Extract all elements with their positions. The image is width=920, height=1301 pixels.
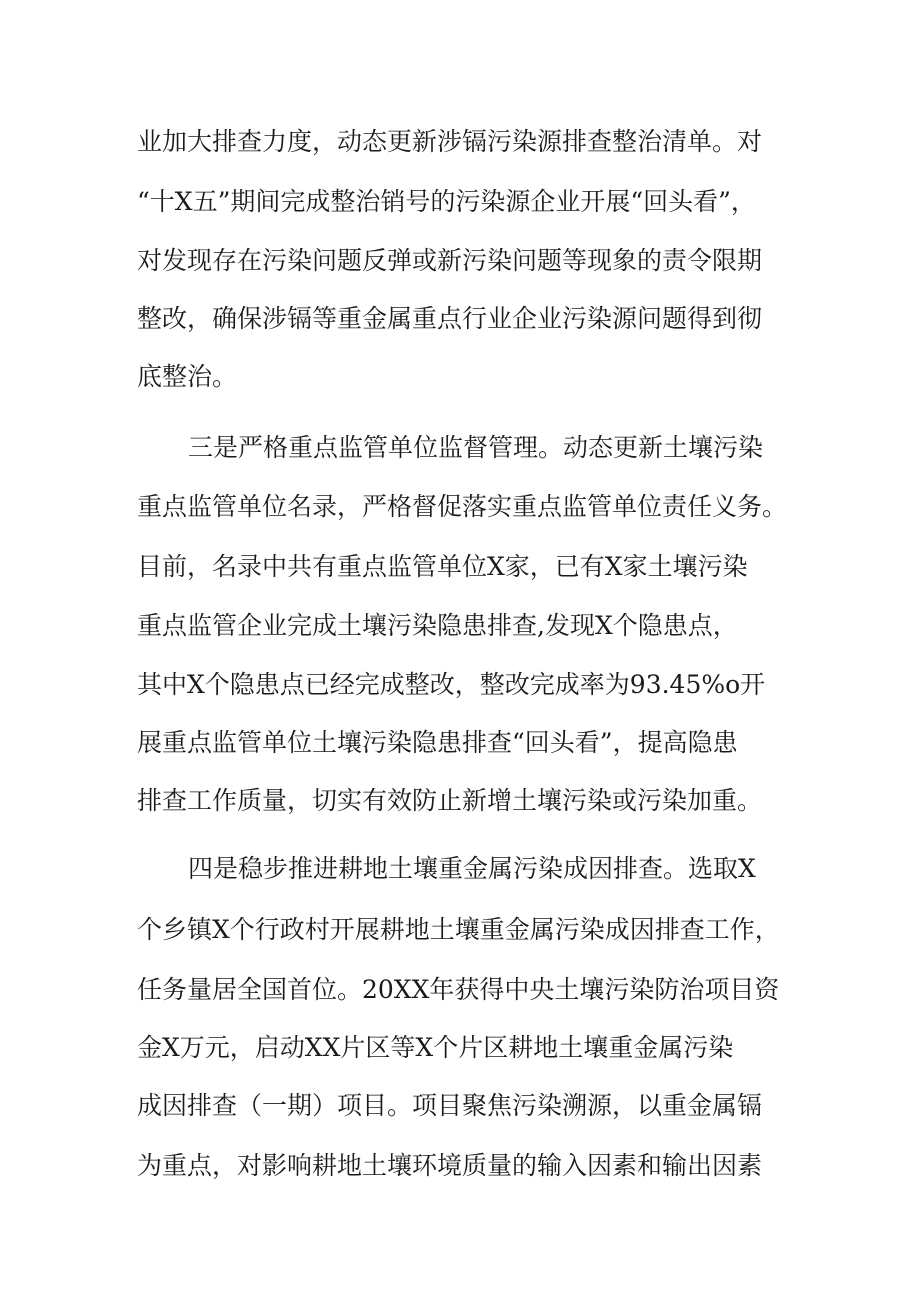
paragraph-heading-line: 四是稳步推进耕地土壤重金属污染成因排查。选取X	[188, 854, 756, 883]
text-line: 业加大排查力度，动态更新涉镉污染源排查整治清单。对	[137, 127, 763, 156]
paragraph-heading-line: 三是严格重点监管单位监督管理。动态更新土壤污染	[188, 433, 764, 462]
text-line: 整改，确保涉镉等重金属重点行业企业污染源问题得到彻	[137, 304, 763, 333]
text-line: 为重点，对影响耕地土壤环境质量的输入因素和输出因素	[137, 1151, 763, 1180]
text-line: 重点监管单位名录，严格督促落实重点监管单位责任义务。	[137, 492, 788, 521]
text-line: 底整治。	[137, 362, 238, 391]
text-line: 重点监管企业完成土壤污染隐患排查,发现X个隐患点，	[137, 611, 738, 640]
text-line: 展重点监管单位土壤污染隐患排查“回头看”，提高隐患	[137, 728, 738, 757]
text-line: 个乡镇X个行政村开展耕地土壤重金属污染成因排查工作，	[137, 915, 780, 944]
text-line: 任务量居全国首位。20XX年获得中央土壤污染防治项目资	[137, 975, 780, 1004]
text-line: “十X五”期间完成整治销号的污染源企业开展“回头看”，	[137, 187, 756, 216]
text-line: 金X万元，启动XX片区等X个片区耕地土壤重金属污染	[137, 1033, 734, 1062]
text-line: 成因排查（一期）项目。项目聚焦污染溯源，以重金属镉	[137, 1091, 763, 1120]
text-line: 目前，名录中共有重点监管单位X家，已有X家土壤污染	[137, 552, 748, 581]
text-line: 对发现存在污染问题反弹或新污染问题等现象的责令限期	[137, 246, 763, 275]
text-line: 其中X个隐患点已经完成整改，整改完成率为93.45%o开	[137, 670, 766, 699]
text-line: 排查工作质量，切实有效防止新增土壤污染或污染加重。	[137, 786, 763, 815]
